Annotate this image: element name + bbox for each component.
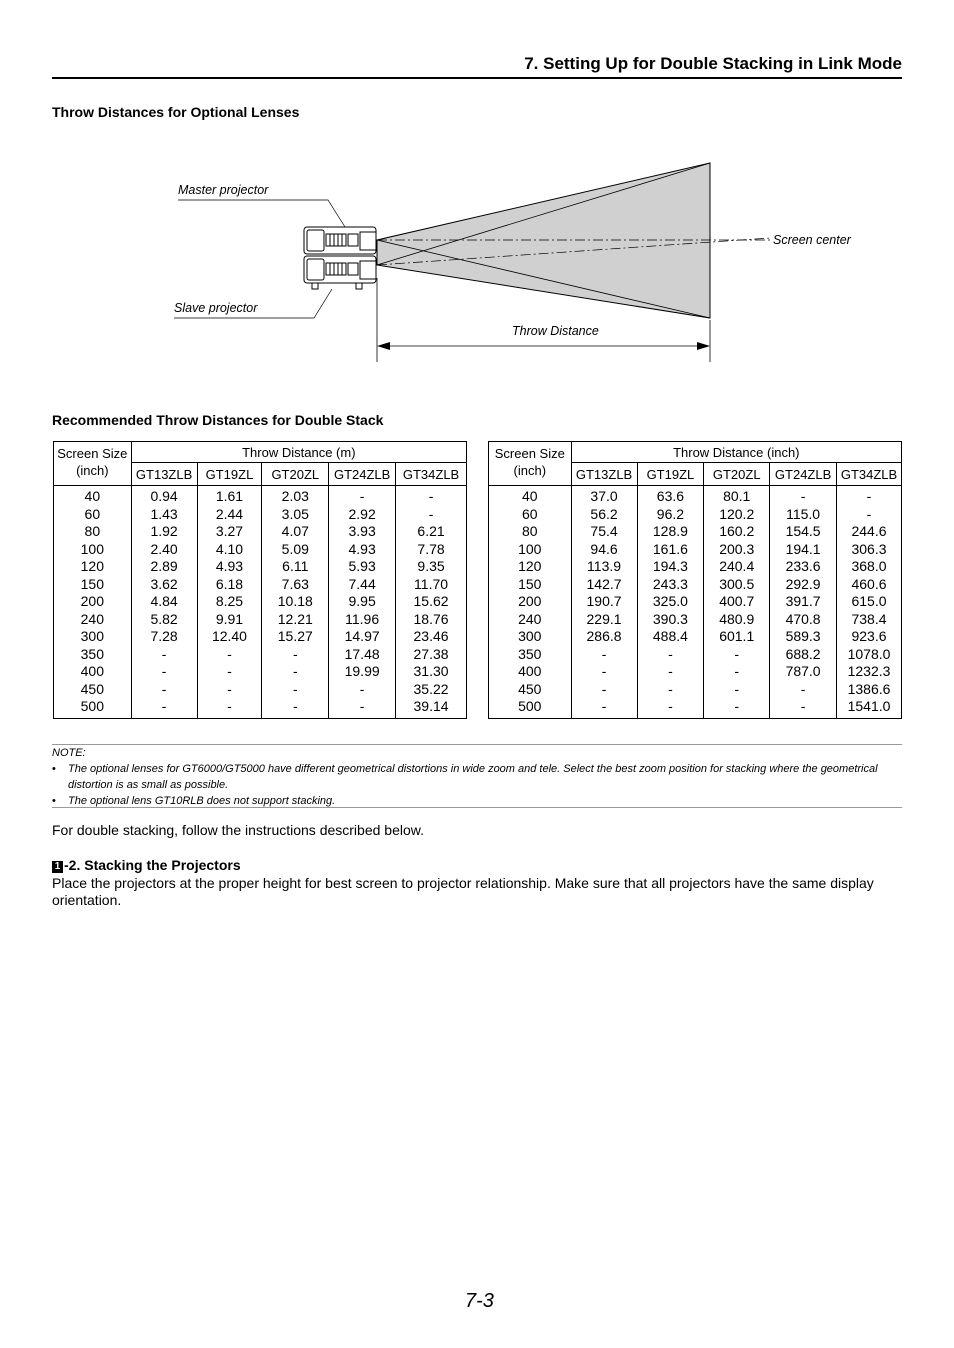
table-cell: 9.91 — [215, 610, 244, 627]
table-cell: 63.6 — [656, 488, 685, 504]
table-cell: 200.3 — [719, 540, 755, 557]
table-cell: 5.82 — [150, 610, 178, 627]
stacking-heading-text: -2. Stacking the Projectors — [64, 857, 241, 873]
table-cell: 4.07 — [281, 523, 309, 539]
bullet: • — [52, 763, 56, 775]
intro-text: For double stacking, follow the instructions described below. — [52, 822, 424, 838]
column-header: GT34ZLB — [837, 463, 902, 486]
table-cell: - — [227, 680, 232, 697]
column-header: GT34ZLB — [396, 463, 467, 486]
table-cell: 390.3 — [652, 610, 688, 627]
table-cell: - — [161, 680, 167, 697]
data-column — [396, 486, 467, 719]
table-cell: 200 — [518, 593, 542, 609]
table-cell: 1232.3 — [847, 663, 891, 679]
table-cell: 120 — [80, 558, 104, 574]
table-cell: 1541.0 — [847, 698, 891, 714]
table-cell: 450 — [518, 680, 542, 697]
data-column — [704, 486, 770, 719]
table-cell: 10.18 — [277, 593, 313, 609]
arrow-right-icon — [697, 342, 710, 350]
table-cell: 738.4 — [851, 610, 887, 627]
throw-distance-label: Throw Distance — [512, 324, 599, 338]
table-cell: 15.27 — [277, 628, 313, 644]
stacking-heading — [52, 857, 241, 873]
table-cell: 480.9 — [719, 610, 755, 627]
table-cell: - — [161, 663, 167, 679]
table-cell: - — [359, 488, 365, 504]
data-column — [197, 486, 262, 719]
stacking-body: Place the projectors at the proper height for best screen to projector relationship. Make sure that all projectors have the same display orientation. — [52, 875, 874, 908]
master-projector-icon — [304, 227, 376, 254]
step-number-badge: 1 — [52, 861, 63, 873]
table-cell: 80.1 — [723, 488, 751, 504]
table-cell: 194.3 — [652, 558, 688, 574]
table-cell: 7.63 — [281, 575, 309, 592]
table-cell: 3.05 — [281, 505, 309, 522]
table-cell: 1.43 — [150, 505, 178, 522]
data-column — [329, 486, 396, 719]
table-cell: 75.4 — [590, 523, 618, 539]
column-header: GT13ZLB — [571, 463, 637, 486]
table-cell: - — [292, 663, 298, 679]
column-header: GT20ZL — [262, 463, 329, 486]
header-rule — [52, 77, 902, 79]
table-cell: 400.7 — [719, 593, 755, 609]
table-cell: - — [601, 698, 607, 714]
table-cell: 5.09 — [281, 540, 309, 557]
table-cell: 325.0 — [652, 593, 688, 609]
size-column — [54, 486, 132, 719]
table-cell: 500 — [80, 698, 104, 714]
column-header: GT20ZL — [704, 463, 770, 486]
table-cell: - — [668, 680, 673, 697]
table-cell: 240 — [80, 610, 104, 627]
table-cell: 306.3 — [851, 540, 887, 557]
table-cell: 4.93 — [348, 540, 376, 557]
table-cell: 400 — [80, 663, 104, 679]
table-cell: 240 — [518, 610, 542, 627]
section-heading-double-stack: Recommended Throw Distances for Double Stack — [52, 412, 384, 428]
table-cell: 5.93 — [348, 558, 376, 574]
table-cell: 688.2 — [785, 645, 821, 662]
table-cell: 120 — [518, 558, 542, 574]
table-cell: 128.9 — [652, 523, 688, 539]
table-cell: 23.46 — [413, 628, 449, 644]
table-cell: 19.99 — [344, 663, 380, 679]
projection-cone — [377, 163, 710, 318]
table-cell: - — [227, 663, 232, 679]
table-cell: 39.14 — [413, 698, 449, 714]
table-cell: 27.38 — [413, 645, 449, 662]
table-cell: 488.4 — [652, 628, 688, 644]
table-cell: 589.3 — [785, 628, 821, 644]
slave-projector-icon — [304, 256, 376, 289]
master-projector-label: Master projector — [178, 183, 269, 197]
table-cell: 286.8 — [586, 628, 622, 644]
table-cell: 350 — [80, 645, 104, 662]
table-cell: - — [668, 698, 673, 714]
table-cell: - — [601, 645, 607, 662]
table-cell: 35.22 — [413, 680, 449, 697]
table-cell: - — [359, 680, 365, 697]
table-cell: 96.2 — [656, 505, 685, 522]
table-cell: 160.2 — [719, 523, 755, 539]
column-header: GT24ZLB — [770, 463, 837, 486]
column-header: GT13ZLB — [131, 463, 197, 486]
table-cell: 60 — [84, 505, 101, 522]
master-leader — [178, 200, 345, 227]
data-column — [262, 486, 329, 719]
table-cell: 200 — [80, 593, 104, 609]
table-cell: 923.6 — [851, 628, 887, 644]
table-cell: - — [734, 680, 740, 697]
table-cell: 1.61 — [215, 488, 244, 504]
table-cell: 450 — [80, 680, 104, 697]
table-cell: 300.5 — [719, 575, 755, 592]
table-cell: 3.93 — [348, 523, 376, 539]
table-cell: 60 — [522, 505, 538, 522]
table-cell: 1078.0 — [847, 645, 891, 662]
page-number: 7-3 — [465, 1290, 494, 1312]
table-cell: - — [800, 698, 806, 714]
table-cell: 0.94 — [150, 488, 178, 504]
table-cell: 56.2 — [590, 505, 618, 522]
table-cell: 15.62 — [413, 593, 449, 609]
table-cell: 601.1 — [719, 628, 755, 644]
table-cell: 4.84 — [150, 593, 178, 609]
column-header: GT19ZL — [637, 463, 704, 486]
table-cell: 100 — [80, 540, 104, 557]
arrow-left-icon — [377, 342, 390, 350]
note-item — [52, 793, 902, 809]
table-cell: 240.4 — [719, 558, 755, 574]
table-cell: - — [800, 680, 806, 697]
table-cell: 350 — [518, 645, 542, 662]
table-cell: 1.92 — [150, 523, 178, 539]
table-cell: 7.78 — [417, 540, 445, 557]
table-cell: 233.6 — [785, 558, 821, 574]
table-cell: - — [734, 663, 740, 679]
throw-distance-header: Throw Distance (m) — [131, 442, 466, 463]
table-cell: 292.9 — [785, 575, 821, 592]
table-cell: 190.7 — [586, 593, 622, 609]
table-cell: 4.10 — [215, 540, 244, 557]
table-cell: - — [161, 698, 167, 714]
column-header: GT19ZL — [197, 463, 262, 486]
size-column — [489, 486, 572, 719]
table-cell: 6.11 — [282, 558, 309, 574]
table-cell: 391.7 — [785, 593, 821, 609]
chapter-title: 7. Setting Up for Double Stacking in Link Mode — [524, 54, 902, 73]
table-cell: 4.93 — [215, 558, 244, 574]
table-cell: - — [800, 488, 806, 504]
table-cell: 400 — [518, 663, 542, 679]
table-cell: 2.92 — [348, 505, 376, 522]
table-cell: 6.18 — [215, 575, 244, 592]
table-cell: - — [292, 698, 298, 714]
table-cell: 2.89 — [150, 558, 178, 574]
table-cell: 7.44 — [348, 575, 376, 592]
throw-table-inches — [488, 441, 902, 719]
data-column — [571, 486, 637, 719]
throw-table-meters — [53, 441, 467, 719]
table-cell: 80 — [84, 523, 101, 539]
screen-center-label: Screen center — [773, 233, 851, 247]
table-cell: 14.97 — [344, 628, 380, 644]
table-cell: 300 — [518, 628, 542, 644]
table-cell: 500 — [518, 698, 542, 714]
table-cell: 94.6 — [590, 540, 618, 557]
data-column — [770, 486, 837, 719]
table-cell: - — [292, 645, 298, 662]
column-header: GT24ZLB — [329, 463, 396, 486]
table-cell: - — [734, 698, 740, 714]
table-cell: 7.28 — [150, 628, 178, 644]
table-cell: 100 — [518, 540, 542, 557]
table-cell: 150 — [80, 575, 104, 592]
table-cell: 37.0 — [590, 488, 618, 504]
table-cell: 11.70 — [414, 575, 449, 592]
note-text: The optional lenses for GT6000/GT5000 have different geometrical distortions in wide zoom and tele. Select the best zoom position for stacking where the geometrical distortion is as small as possible. — [68, 763, 878, 791]
note-text: The optional lens GT10RLB does not support stacking. — [68, 795, 336, 807]
table-cell: 31.30 — [413, 663, 449, 679]
table-cell: 2.40 — [150, 540, 178, 557]
table-cell: 3.27 — [215, 523, 244, 539]
table-cell: 113.9 — [587, 558, 622, 574]
table-cell: 17.48 — [344, 645, 380, 662]
table-cell: 460.6 — [851, 575, 887, 592]
table-cell: 154.5 — [785, 523, 821, 539]
throw-distance-header: Throw Distance (inch) — [571, 442, 901, 463]
table-cell: 615.0 — [851, 593, 887, 609]
table-cell: 161.6 — [652, 540, 688, 557]
table-cell: 243.3 — [652, 575, 688, 592]
data-column — [637, 486, 704, 719]
table-cell: 150 — [518, 575, 542, 592]
table-cell: - — [227, 645, 232, 662]
table-cell: 194.1 — [785, 540, 821, 557]
table-cell: - — [601, 680, 607, 697]
table-cell: - — [161, 645, 167, 662]
table-cell: 8.25 — [215, 593, 244, 609]
table-cell: - — [668, 645, 673, 662]
table-cell: 787.0 — [785, 663, 821, 679]
table-cell: 470.8 — [785, 610, 821, 627]
table-cell: 1386.6 — [847, 680, 891, 697]
table-cell: 2.03 — [281, 488, 309, 504]
table-cell: - — [601, 663, 607, 679]
table-cell: 120.2 — [719, 505, 755, 522]
screen-size-header: Screen Size (inch) — [54, 442, 132, 486]
table-cell: 9.35 — [417, 558, 445, 574]
table-cell: 300 — [80, 628, 104, 644]
table-cell: 368.0 — [851, 558, 887, 574]
table-cell: - — [359, 698, 365, 714]
table-cell: 18.76 — [413, 610, 449, 627]
table-cell: - — [866, 488, 872, 504]
table-cell: 229.1 — [586, 610, 622, 627]
data-column — [131, 486, 197, 719]
table-cell: 11.96 — [345, 610, 380, 627]
table-cell: - — [428, 488, 434, 504]
note-box — [52, 744, 902, 808]
table-cell: 2.44 — [215, 505, 244, 522]
table-cell: 40 — [522, 488, 538, 504]
bullet: • — [52, 795, 56, 807]
table-cell: 115.0 — [786, 505, 821, 522]
table-cell: - — [668, 663, 673, 679]
slave-projector-label: Slave projector — [174, 301, 258, 315]
table-cell: 12.40 — [211, 628, 247, 644]
table-cell: 80 — [522, 523, 538, 539]
table-cell: - — [292, 680, 298, 697]
table-cell: - — [866, 505, 872, 522]
table-cell: 142.7 — [586, 575, 622, 592]
table-cell: 6.21 — [417, 523, 445, 539]
screen-size-header: Screen Size (inch) — [489, 442, 572, 486]
table-cell: - — [734, 645, 740, 662]
table-cell: - — [428, 505, 434, 522]
note-label: NOTE: — [52, 747, 86, 759]
data-column — [837, 486, 902, 719]
table-cell: 40 — [84, 488, 101, 504]
throw-distance-diagram — [0, 130, 954, 380]
table-cell: 3.62 — [150, 575, 178, 592]
table-cell: 12.21 — [277, 610, 313, 627]
table-cell: 9.95 — [348, 593, 376, 609]
note-item — [52, 761, 902, 793]
table-cell: - — [227, 698, 232, 714]
table-cell: 244.6 — [851, 523, 887, 539]
section-heading-throw-distances: Throw Distances for Optional Lenses — [52, 104, 300, 120]
